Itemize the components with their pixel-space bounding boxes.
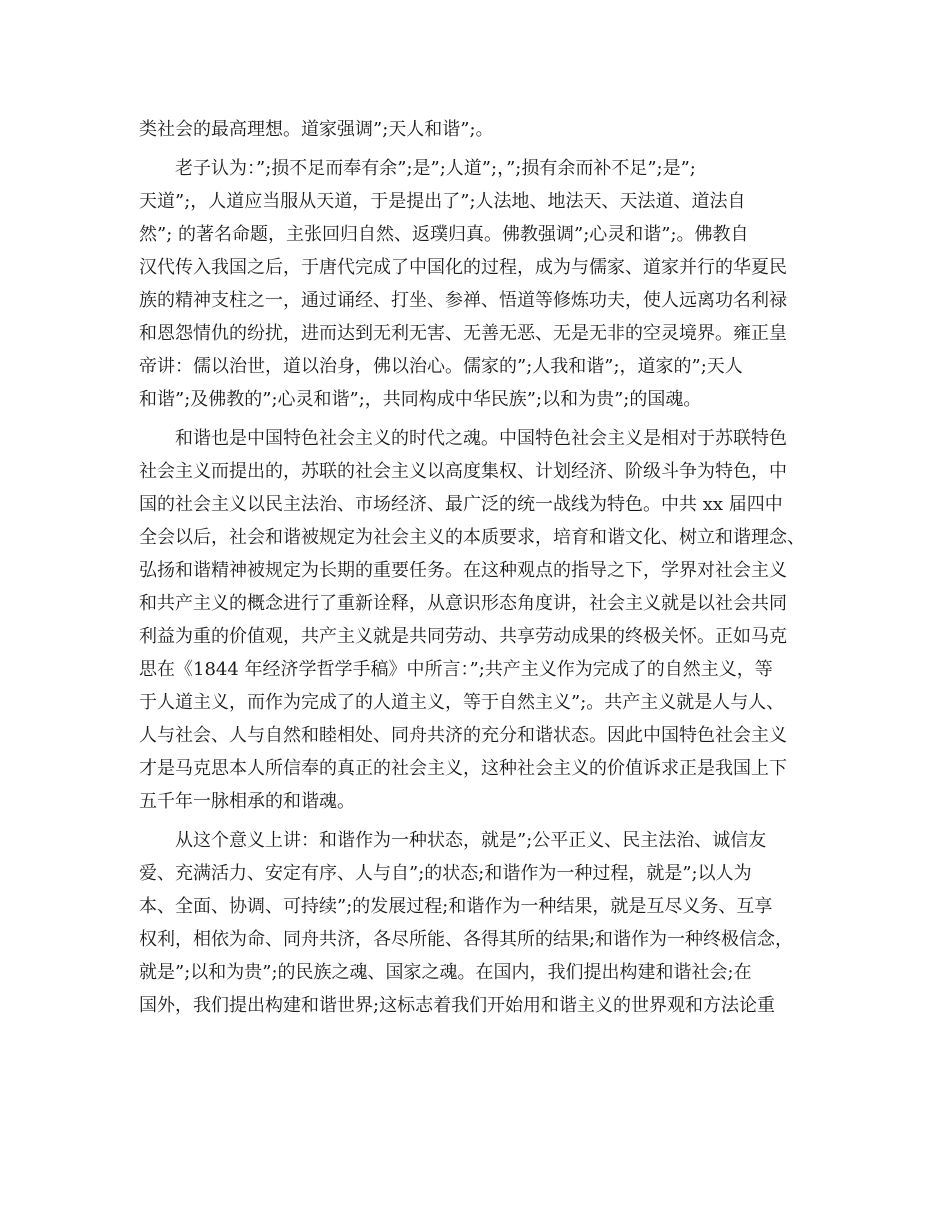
text-line: 全会以后，社会和谐被规定为社会主义的本质要求，培育和谐文化、树立和谐理念、 <box>139 527 805 548</box>
text-line: 五千年一脉相承的和谐魂。 <box>139 791 355 812</box>
text-line: 老子认为：”;损不足而奉有余”;是”;人道”;，”;损有余而补不足”;是”; <box>139 158 696 179</box>
text-line: 国的社会主义以民主法治、市场经济、最广泛的统一战线为特色。中共 xx 届四中 <box>139 494 783 515</box>
text-line: 帝讲：儒以治世，道以治身，佛以治心。儒家的”;人我和谐”;，道家的”;天人 <box>139 356 743 377</box>
text-line: 思在《1844 年经济学哲学手稿》中所言：”;共产主义作为完成了的自然主义，等 <box>139 659 773 680</box>
text-line: 汉代传入我国之后，于唐代完成了中国化的过程，成为与儒家、道家并行的华夏民 <box>139 257 787 278</box>
text-line: 就是”;以和为贵”;的民族之魂、国家之魂。在国内，我们提出构建和谐社会;在 <box>139 962 752 983</box>
text-line: 族的精神支柱之一，通过诵经、打坐、参禅、悟道等修炼功夫，使人远离功名利禄 <box>139 290 787 311</box>
text-line: 国外，我们提出构建和谐世界;这标志着我们开始用和谐主义的世界观和方法论重 <box>139 995 776 1016</box>
text-line: 天道”;，人道应当服从天道，于是提出了”;人法地、地法天、天法道、道法自 <box>139 191 746 212</box>
text-line: 和谐也是中国特色社会主义的时代之魂。中国特色社会主义是相对于苏联特色 <box>139 428 787 449</box>
text-line: 人与社会、人与自然和睦相处、同舟共济的充分和谐状态。因此中国特色社会主义 <box>139 725 787 746</box>
text-line: 于人道主义，而作为完成了的人道主义，等于自然主义”;。共产主义就是人与人、 <box>139 692 785 713</box>
text-line: 本、全面、协调、可持续”;的发展过程;和谐作为一种结果，就是互尽义务、互享 <box>139 896 773 917</box>
text-line: 类社会的最高理想。道家强调”;天人和谐”;。 <box>139 119 494 140</box>
document-body <box>139 113 825 1022</box>
text-line: 和恩怨情仇的纷扰，进而达到无利无害、无善无恶、无是无非的空灵境界。雍正皇 <box>139 323 787 344</box>
paragraph <box>139 422 825 818</box>
text-line: 然”; 的著名命题，主张回归自然、返璞归真。佛教强调”;心灵和谐”;。佛教自 <box>139 224 749 245</box>
text-line: 弘扬和谐精神被规定为长期的重要任务。在这种观点的指导之下，学界对社会主义 <box>139 560 787 581</box>
text-line: 从这个意义上讲：和谐作为一种状态，就是”;公平正义、民主法治、诚信友 <box>139 830 767 851</box>
paragraph <box>139 113 825 146</box>
text-line: 爱、充满活力、安定有序、人与自”;的状态;和谐作为一种过程，就是”;以人为 <box>139 863 752 884</box>
text-line: 利益为重的价值观，共产主义就是共同劳动、共享劳动成果的终极关怀。正如马克 <box>139 626 787 647</box>
paragraph <box>139 152 825 416</box>
text-line: 才是马克思本人所信奉的真正的社会主义，这种社会主义的价值诉求正是我国上下 <box>139 758 787 779</box>
text-line: 和谐”;及佛教的”;心灵和谐”;，共同构成中华民族”;以和为贵”;的国魂。 <box>139 389 702 410</box>
text-line: 权利，相依为命、同舟共济，各尽所能、各得其所的结果;和谐作为一种终极信念， <box>139 929 794 950</box>
paragraph <box>139 824 825 1022</box>
text-line: 和共产主义的概念进行了重新诠释，从意识形态角度讲，社会主义就是以社会共同 <box>139 593 787 614</box>
text-line: 社会主义而提出的，苏联的社会主义以高度集权、计划经济、阶级斗争为特色，中 <box>139 461 787 482</box>
